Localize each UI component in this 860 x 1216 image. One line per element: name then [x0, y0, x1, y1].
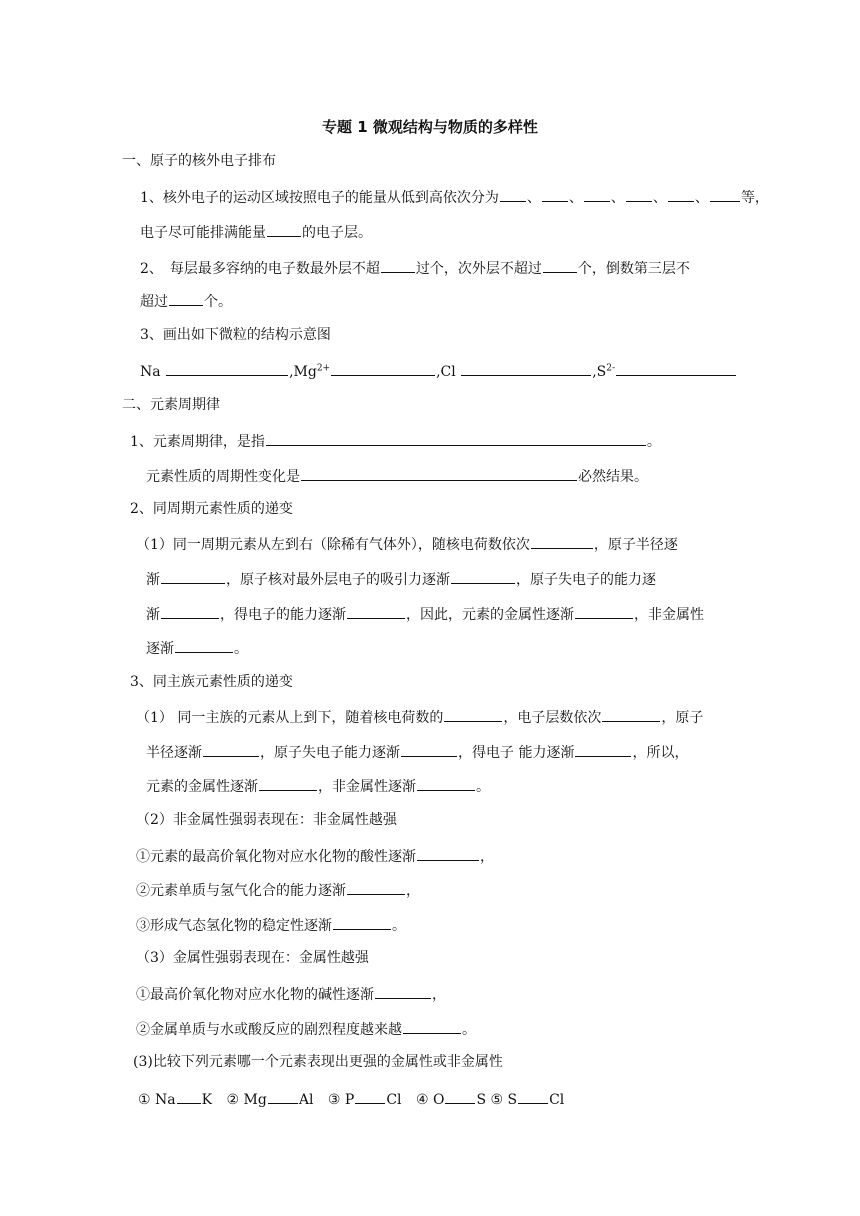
blank[interactable]: [668, 186, 694, 202]
group-trend-line-1: （1） 同一主族的元素从上到下，随着核电荷数的 ，电子层数依次 ，原子: [136, 706, 703, 728]
nonmetal-item-3: ③形成气态氢化物的稳定性逐渐 。: [136, 914, 406, 936]
blank[interactable]: [500, 186, 526, 202]
blank[interactable]: [301, 465, 577, 481]
period-trend-line-4: 逐渐 。: [146, 637, 248, 659]
blank[interactable]: [331, 360, 435, 376]
blank[interactable]: [542, 186, 568, 202]
blank[interactable]: [444, 706, 502, 722]
blank[interactable]: [166, 360, 288, 376]
blank[interactable]: [575, 603, 633, 619]
question-3: 3、画出如下微粒的结构示意图: [140, 327, 331, 343]
metal-heading: （3）金属性强弱表现在：金属性越强: [136, 950, 369, 966]
blank[interactable]: [177, 1088, 201, 1104]
metal-item-1: ①最高价氧化物对应水化物的碱性逐渐 ，: [136, 983, 446, 1005]
blank[interactable]: [445, 1088, 475, 1104]
blank[interactable]: [381, 257, 415, 273]
blank[interactable]: [267, 221, 301, 237]
question-1-line-1: 1、核外电子的运动区域按照电子的能量从低到高依次分为 、 、 、 、 、 等，: [140, 186, 769, 208]
blank[interactable]: [417, 845, 479, 861]
period-trend-line-3: 渐 ，得电子的能力逐渐 ，因此，元素的金属性逐渐 ，非金属性: [146, 603, 704, 625]
blank[interactable]: [584, 186, 610, 202]
particle-diagram-line: Na $,Mg^{2+}$ ,Cl $,S^{2-}$: [140, 360, 737, 382]
blank[interactable]: [401, 741, 457, 757]
blank[interactable]: [161, 568, 225, 584]
question-2-line-2: 超过 个。: [140, 290, 232, 312]
period-trend-line-1: （1）同一周期元素从左到右（除稀有气体外），随核电荷数依次 ，原子半径逐: [136, 533, 678, 555]
blank[interactable]: [347, 603, 405, 619]
group-trend-heading: 3、同主族元素性质的递变: [130, 674, 293, 690]
blank[interactable]: [710, 186, 740, 202]
blank[interactable]: [259, 775, 317, 791]
blank[interactable]: [616, 360, 736, 376]
nonmetal-heading: （2）非金属性强弱表现在：非金属性越强: [136, 812, 397, 828]
compare-heading: (3)比较下列元素哪一个元素表现出更强的金属性或非金属性: [133, 1054, 503, 1070]
blank[interactable]: [375, 983, 431, 999]
blank[interactable]: [626, 186, 652, 202]
section-heading-2: 二、元素周期律: [122, 397, 220, 413]
blank[interactable]: [347, 879, 405, 895]
blank[interactable]: [175, 637, 233, 653]
blank[interactable]: [169, 290, 203, 306]
blank[interactable]: [531, 533, 593, 549]
blank[interactable]: [461, 360, 591, 376]
nonmetal-item-1: ①元素的最高价氧化物对应水化物的酸性逐渐 ，: [136, 845, 494, 867]
blank[interactable]: [518, 1088, 548, 1104]
nonmetal-item-2: ②元素单质与氢气化合的能力逐渐 ，: [136, 879, 420, 901]
question-1-line-2: 电子尽可能排满能量 的电子层。: [140, 221, 372, 243]
blank[interactable]: [403, 1018, 461, 1034]
group-trend-line-3: 元素的金属性逐渐 ，非金属性逐渐 。: [146, 775, 490, 797]
blank[interactable]: [266, 430, 646, 446]
periodic-law-line-2: 元素性质的周期性变化是 必然结果。: [146, 465, 648, 487]
blank[interactable]: [355, 1088, 385, 1104]
compare-items: ① Na K ② Mg Al ③ P Cl ④ O S ⑤ S Cl: [138, 1088, 564, 1110]
page-title: 专题 1 微观结构与物质的多样性: [322, 118, 538, 136]
blank[interactable]: [417, 775, 475, 791]
group-trend-line-2: 半径逐渐 ，原子失电子能力逐渐 ，得电子 能力逐渐 ，所以，: [146, 741, 688, 763]
blank[interactable]: [575, 741, 631, 757]
section-heading-1: 一、原子的核外电子排布: [122, 153, 276, 169]
blank[interactable]: [543, 257, 577, 273]
blank[interactable]: [203, 741, 259, 757]
question-2-line-1: 2、 每层最多容纳的电子数最外层不超 过个，次外层不超过 个，倒数第三层不: [140, 257, 690, 279]
blank[interactable]: [268, 1088, 298, 1104]
blank[interactable]: [451, 568, 515, 584]
periodic-law-line-1: 1、元素周期律，是指 。: [130, 430, 661, 452]
blank[interactable]: [333, 914, 391, 930]
period-trend-heading: 2、同周期元素性质的递变: [130, 501, 293, 517]
blank[interactable]: [161, 603, 219, 619]
metal-item-2: ②金属单质与水或酸反应的剧烈程度越来越 。: [136, 1018, 476, 1040]
period-trend-line-2: 渐 ，原子核对最外层电子的吸引力逐渐 ，原子失电子的能力逐: [146, 568, 656, 590]
blank[interactable]: [602, 706, 660, 722]
